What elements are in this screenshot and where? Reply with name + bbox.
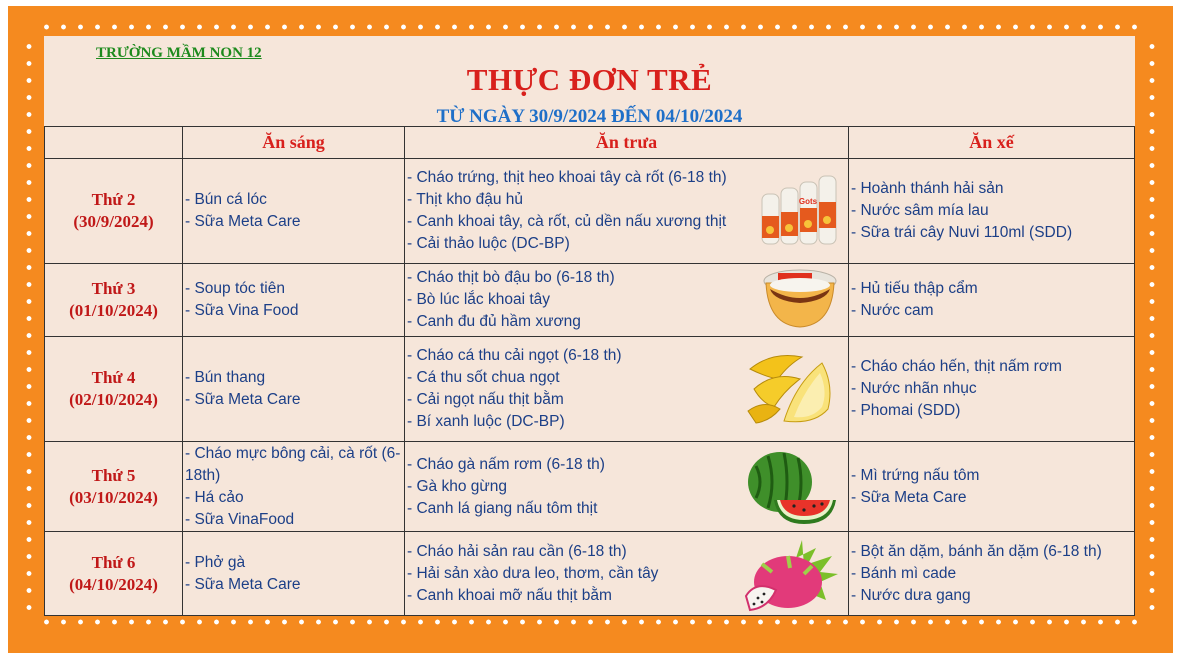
breakfast-cell [183,264,405,337]
day-name: Thứ 5 [91,465,136,485]
breakfast-item: - Há cảo [185,488,244,506]
watermelon-image [744,448,840,526]
decorative-dots-bottom [38,617,1143,627]
breakfast-item: - Phở gà [185,553,246,571]
header-lunch: Ăn trưa [405,127,849,159]
snack-item: - Hủ tiếu thập cẩm [851,280,978,297]
lunch-cell [405,442,849,532]
snack-item: - Sữa trái cây Nuvi 110ml (SDD) [851,224,1073,241]
table-row [45,264,1135,337]
snack-item: - Nước cam [851,302,934,319]
lunch-item: - Hải sản xào dưa leo, thơm, cần tây [407,564,659,582]
decorative-dots-top [38,22,1143,32]
snack-cell [849,532,1135,616]
snack-item: - Bột ăn dặm, bánh ăn dặm (6-18 th) [851,542,1102,560]
lunch-cell [405,337,849,442]
lunch-item: - Cải ngọt nấu thịt bằm [407,391,564,408]
breakfast-cell [183,532,405,616]
snack-item: - Hoành thánh hải sản [851,180,1004,197]
table-row [45,532,1135,616]
breakfast-item: - Cháo mực bông cải, cà rốt (6-18th) [185,444,401,484]
table-row [45,442,1135,532]
snack-item: - Mì trứng nấu tôm [851,466,980,484]
breakfast-item: - Sữa Meta Care [185,391,301,408]
header-snack: Ăn xế [849,127,1135,159]
lunch-item: - Canh khoai mỡ nấu thịt bằm [407,586,612,604]
lunch-item: - Gà kho gừng [407,477,507,495]
breakfast-item: - Sữa Meta Care [185,575,301,593]
breakfast-cell [183,159,405,264]
lunch-item: - Canh đu đủ hầm xương [407,313,581,330]
lunch-cell [405,264,849,337]
day-cell [45,264,183,337]
lunch-cell [405,532,849,616]
day-cell [45,442,183,532]
lunch-item: - Cháo gà nấm rơm (6-18 th) [407,455,605,473]
flan-cup-image [760,267,840,333]
lunch-item: - Cháo hải sản rau cần (6-18 th) [407,542,627,560]
snack-cell [849,337,1135,442]
day-cell [45,337,183,442]
snack-item: - Nước dưa gang [851,586,971,604]
date-range: TỪ NGÀY 30/9/2024 ĐẾN 04/10/2024 [436,106,743,127]
snack-item: - Nước sâm mía lau [851,202,989,219]
decorative-dots-right [1147,38,1157,613]
snack-cell [849,264,1135,337]
banana-image [744,349,840,429]
day-cell [45,532,183,616]
day-name: Thứ 6 [91,552,136,572]
snack-cell [849,159,1135,264]
breakfast-item: - Bún cá lóc [185,191,267,208]
lunch-item: - Canh lá giang nấu tôm thịt [407,499,598,517]
header-breakfast: Ăn sáng [183,127,405,159]
breakfast-cell [183,337,405,442]
day-cell [45,159,183,264]
school-name: TRƯỜNG MẦM NON 12 [96,45,262,61]
day-name: Thứ 4 [91,368,136,387]
breakfast-item: - Sữa Meta Care [185,213,301,230]
dragon-fruit-image [742,534,840,614]
yogurt-drink-bottles-image [756,172,840,250]
lunch-item: - Cháo thịt bò đậu bo (6-18 th) [407,269,615,286]
day-date: (01/10/2024) [69,301,158,320]
snack-item: - Nước nhãn nhục [851,380,977,397]
page-title: THỰC ĐƠN TRẺ [466,62,713,97]
bottle-label: Gots [798,197,818,206]
lunch-item: - Cháo trứng, thịt heo khoai tây cà rốt (6-18 th) [407,169,727,186]
snack-item: - Cháo cháo hến, thịt nấm rơm [851,358,1062,375]
lunch-item: - Cá thu sốt chua ngọt [407,369,560,386]
snack-item: - Bánh mì cade [851,564,957,582]
table-row [45,159,1135,264]
lunch-item: - Canh khoai tây, cà rốt, củ dền nấu xương thịt [407,213,727,230]
lunch-item: - Bò lúc lắc khoai tây [407,291,551,308]
day-date: (30/9/2024) [73,212,154,231]
snack-cell [849,442,1135,532]
menu-table [44,126,1135,616]
breakfast-cell [183,442,405,532]
snack-item: - Sữa Meta Care [851,488,967,506]
table-row [45,337,1135,442]
decorative-dots-left [24,38,34,613]
header-day [45,127,183,159]
breakfast-item: - Soup tóc tiên [185,280,285,297]
snack-item: - Phomai (SDD) [851,402,961,419]
breakfast-item: - Sữa Vina Food [185,302,299,319]
day-name: Thứ 3 [91,279,136,298]
breakfast-item: - Sữa VinaFood [185,510,295,528]
lunch-item: - Bí xanh luộc (DC-BP) [407,413,565,430]
header-row [45,127,1135,159]
orange-frame [8,6,1173,653]
day-name: Thứ 2 [91,190,136,209]
breakfast-item: - Bún thang [185,369,266,386]
day-date: (04/10/2024) [69,574,158,594]
menu-sheet [44,36,1135,616]
lunch-item: - Thịt kho đậu hủ [407,191,524,208]
lunch-item: - Cháo cá thu cải ngọt (6-18 th) [407,347,622,364]
day-date: (03/10/2024) [69,487,158,507]
lunch-cell [405,159,849,264]
lunch-item: - Cải thảo luộc (DC-BP) [407,235,570,252]
day-date: (02/10/2024) [69,390,158,409]
